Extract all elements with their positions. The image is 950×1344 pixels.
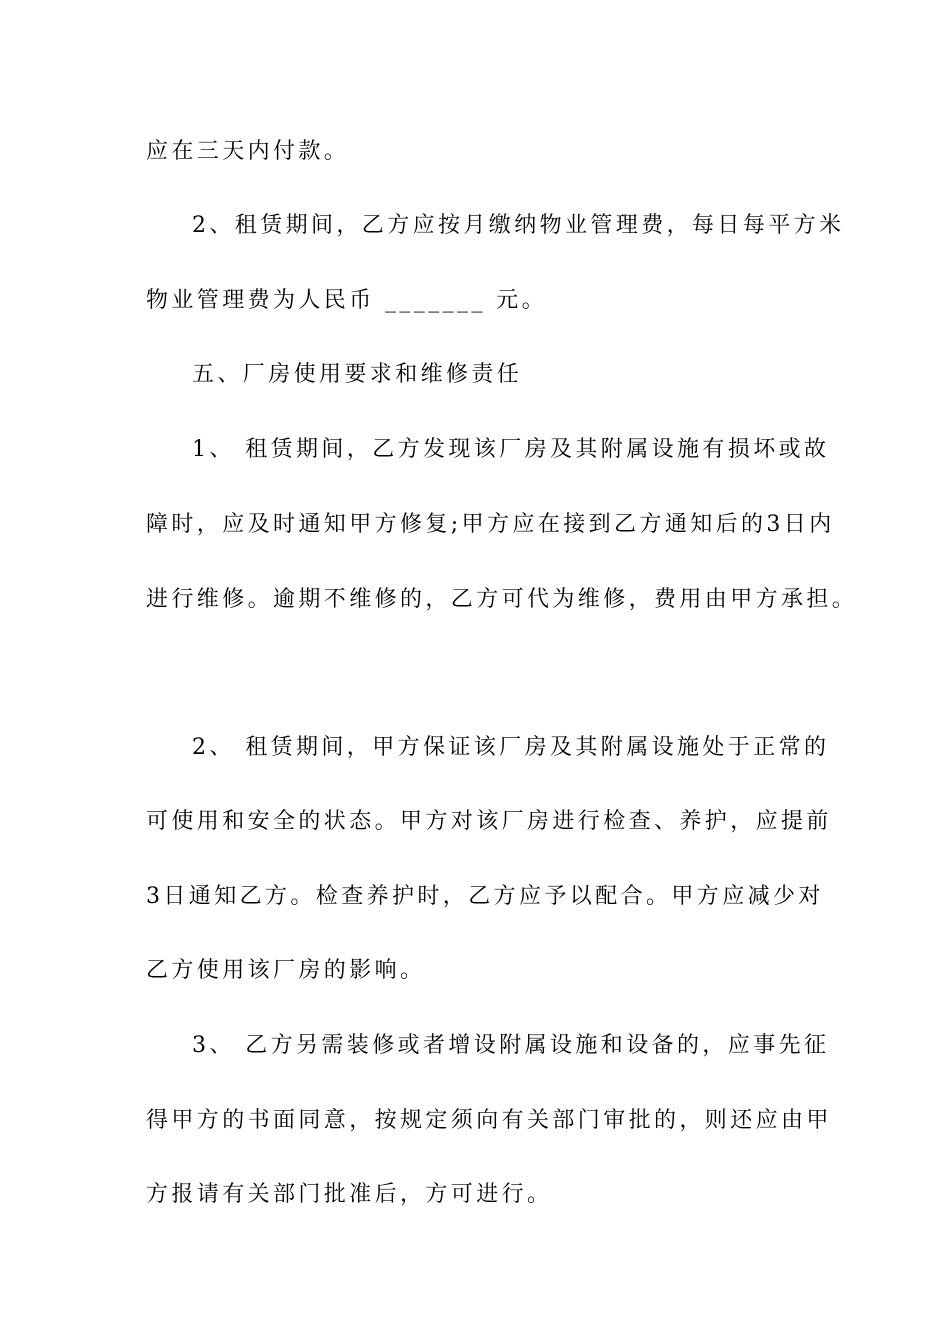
text-line: 应在三天内付款。 [146, 139, 350, 164]
text-line: 乙方使用该厂房的影响。 [146, 958, 426, 983]
text-line: 2、租赁期间，乙方应按月缴纳物业管理费，每日每平方米 [192, 213, 845, 238]
text-line: 可使用和安全的状态。甲方对该厂房进行检查、养护，应提前 [146, 809, 832, 834]
text-line: 1、 租赁期间，乙方发现该厂房及其附属设施有损坏或故 [192, 437, 830, 462]
text-line: 得甲方的书面同意，按规定须向有关部门审批的，则还应由甲 [146, 1108, 832, 1133]
text-line: 2、 租赁期间，甲方保证该厂房及其附属设施处于正常的 [192, 735, 830, 760]
text-line: 3、 乙方另需装修或者增设附属设施和设备的，应事先征 [192, 1033, 830, 1058]
text-line: 3日通知乙方。检查养护时，乙方应予以配合。甲方应减少对 [146, 884, 824, 909]
text-line: 进行维修。逾期不维修的，乙方可代为维修，费用由甲方承担。 [146, 587, 858, 612]
text-line: 方报请有关部门批准后，方可进行。 [146, 1182, 553, 1207]
text-line: 障时，应及时通知甲方修复;甲方应在接到乙方通知后的3日内 [146, 512, 835, 537]
text-line: 物业管理费为人民币 _______ 元。 [146, 288, 547, 313]
section-heading: 五、厂房使用要求和维修责任 [192, 362, 523, 387]
